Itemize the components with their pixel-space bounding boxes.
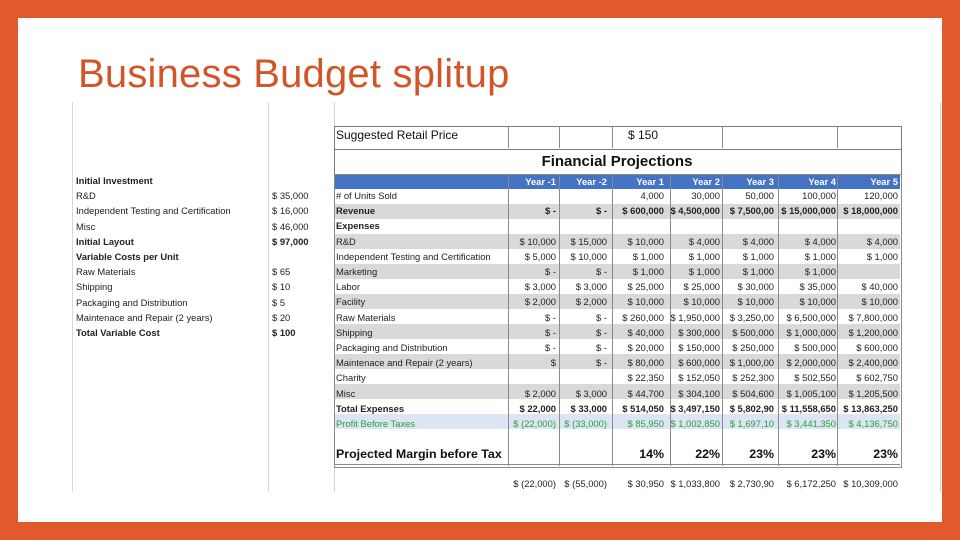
table-cell: $ 10,000 bbox=[799, 296, 836, 308]
table-cell: $ 40,000 bbox=[627, 326, 664, 338]
table-cell: $ 1,000 bbox=[632, 266, 664, 277]
left-row-label: Independent Testing and Certification bbox=[76, 205, 231, 217]
table-cell: $ 10,000 bbox=[861, 296, 898, 308]
column-divider bbox=[722, 174, 723, 466]
cumulative-value: $ (22,000) bbox=[513, 478, 556, 489]
table-cell: $ - bbox=[596, 311, 607, 323]
table-cell: $ 5,802,90 bbox=[729, 402, 774, 414]
table-cell: $ 10,000 bbox=[570, 250, 607, 262]
table-cell: $ 504,600 bbox=[732, 387, 774, 399]
table-cell: $ 10,000 bbox=[737, 296, 774, 308]
table-cell: $ 1,000 bbox=[632, 250, 664, 262]
column-divider bbox=[778, 174, 779, 466]
table-cell: $ 13,863,250 bbox=[843, 402, 898, 414]
table-cell: $ 252,300 bbox=[732, 372, 774, 384]
cumulative-value: $ 6,172,250 bbox=[786, 478, 836, 489]
table-cell: $ 10,000 bbox=[627, 296, 664, 308]
table-row-label: Marketing bbox=[336, 266, 378, 277]
spreadsheet-image bbox=[72, 102, 942, 492]
left-row-value: $ 16,000 bbox=[272, 205, 309, 217]
left-row-label: Misc bbox=[76, 220, 96, 232]
table-cell: $ 25,000 bbox=[627, 281, 664, 293]
projected-margin-label: Projected Margin before Tax bbox=[336, 447, 502, 461]
table-cell: $ 3,000 bbox=[575, 281, 607, 293]
table-row-label: Charity bbox=[336, 372, 366, 384]
table-cell: $ - bbox=[545, 266, 556, 277]
column-divider bbox=[612, 174, 613, 466]
table-cell: $ 80,000 bbox=[627, 357, 664, 369]
left-row-label: Raw Materials bbox=[76, 266, 136, 278]
cumulative-value: $ 30,950 bbox=[627, 478, 664, 489]
year-header: Year 4 bbox=[808, 176, 836, 187]
table-cell: $ 4,000 bbox=[866, 235, 898, 247]
table-cell: $ 502,550 bbox=[794, 372, 836, 384]
slide bbox=[18, 18, 942, 522]
table-cell: $ 1,000,000 bbox=[786, 326, 836, 338]
table-row-label: Raw Materials bbox=[336, 311, 396, 323]
table-cell: $ 4,136,750 bbox=[848, 418, 898, 429]
table-cell: $ 150,000 bbox=[678, 342, 720, 353]
table-cell: $ 1,200,000 bbox=[848, 326, 898, 338]
year-header: Year -2 bbox=[576, 176, 607, 187]
table-cell: $ 1,005,100 bbox=[786, 387, 836, 399]
table-cell: $ 1,950,000 bbox=[670, 311, 720, 323]
projected-margin-value: 23% bbox=[811, 447, 836, 461]
table-cell: $ 600,000 bbox=[856, 342, 898, 353]
table-cell: $ 1,000 bbox=[742, 266, 774, 277]
left-row-label: Variable Costs per Unit bbox=[76, 251, 179, 262]
table-cell: $ 2,000 bbox=[575, 296, 607, 308]
table-cell: $ 1,000,00 bbox=[729, 357, 774, 369]
table-cell: $ 600,000 bbox=[678, 357, 720, 369]
table-cell: $ 1,000 bbox=[742, 250, 774, 262]
table-cell: $ 25,000 bbox=[683, 281, 720, 293]
table-cell: $ 5,000 bbox=[524, 250, 556, 262]
table-cell: $ 10,000 bbox=[519, 235, 556, 247]
table-cell: $ 2,400,000 bbox=[848, 357, 898, 369]
left-row-value: $ 97,000 bbox=[272, 235, 309, 247]
table-cell: $ 4,000 bbox=[804, 235, 836, 247]
table-cell: $ 4,000 bbox=[688, 235, 720, 247]
table-cell: $ 30,000 bbox=[737, 281, 774, 293]
slide-title: Business Budget splitup bbox=[78, 52, 510, 96]
table-cell: $ 10,000 bbox=[683, 296, 720, 308]
table-cell: $ bbox=[550, 357, 556, 369]
left-row-label: R&D bbox=[76, 190, 96, 202]
table-cell: $ 33,000 bbox=[570, 402, 607, 414]
left-row-label: Packaging and Distribution bbox=[76, 296, 188, 308]
table-cell: $ 3,000 bbox=[524, 281, 556, 293]
table-cell: $ - bbox=[545, 326, 556, 338]
table-cell: $ - bbox=[596, 266, 607, 277]
table-row-label: Misc bbox=[336, 387, 356, 399]
table-cell: $ 4,500,000 bbox=[670, 205, 720, 217]
table-cell: $ 35,000 bbox=[799, 281, 836, 293]
left-row-value: $ 46,000 bbox=[272, 220, 309, 232]
table-cell: 50,000 bbox=[745, 190, 774, 201]
table-row-label: Independent Testing and Certification bbox=[336, 250, 491, 262]
table-cell: $ 7,800,000 bbox=[848, 311, 898, 323]
cumulative-value: $ 10,309,000 bbox=[843, 478, 898, 489]
table-row-label: Facility bbox=[336, 296, 366, 308]
table-cell: $ 514,050 bbox=[622, 402, 664, 414]
left-row-label: Initial Layout bbox=[76, 235, 134, 247]
cumulative-value: $ 1,033,800 bbox=[670, 478, 720, 489]
column-divider bbox=[559, 174, 560, 466]
table-cell: $ - bbox=[596, 326, 607, 338]
table-cell: $ - bbox=[545, 205, 556, 217]
suggested-retail-value: $ 150 bbox=[628, 128, 659, 142]
row-divider bbox=[334, 464, 900, 465]
table-cell: $ 152,050 bbox=[678, 372, 720, 384]
table-cell: $ 1,002,850 bbox=[670, 418, 720, 429]
table-row-label: Expenses bbox=[336, 220, 380, 232]
year-header: Year 5 bbox=[870, 176, 898, 187]
table-cell: $ 3,441,350 bbox=[786, 418, 836, 429]
table-cell: $ 4,000 bbox=[742, 235, 774, 247]
table-cell: 30,000 bbox=[691, 190, 720, 201]
left-row-label: Shipping bbox=[76, 281, 113, 293]
table-cell: $ 10,000 bbox=[627, 235, 664, 247]
table-cell: $ 250,000 bbox=[732, 342, 774, 353]
table-row-label: Revenue bbox=[336, 205, 376, 217]
table-row-label: Labor bbox=[336, 281, 360, 293]
year-header: Year 2 bbox=[692, 176, 720, 187]
table-cell: $ 500,000 bbox=[732, 326, 774, 338]
table-cell: $ 2,000 bbox=[524, 296, 556, 308]
year-header: Year -1 bbox=[525, 176, 556, 187]
left-row-label: Total Variable Cost bbox=[76, 327, 160, 338]
projected-margin-value: 22% bbox=[695, 447, 720, 461]
table-row-label: # of Units Sold bbox=[336, 190, 397, 201]
table-cell: 100,000 bbox=[802, 190, 836, 201]
column-divider bbox=[837, 174, 838, 466]
table-cell: $ 2,000,000 bbox=[786, 357, 836, 369]
projected-margin-value: 23% bbox=[749, 447, 774, 461]
table-cell: $ 1,000 bbox=[688, 250, 720, 262]
table-row-label: Maintenace and Repair (2 years) bbox=[336, 357, 473, 369]
year-header: Year 3 bbox=[746, 176, 774, 187]
table-row-label: R&D bbox=[336, 235, 356, 247]
table-cell: $ - bbox=[596, 205, 607, 217]
table-cell: $ 602,750 bbox=[856, 372, 898, 384]
table-cell: $ (22,000) bbox=[513, 418, 556, 429]
section-title: Financial Projections bbox=[541, 153, 693, 170]
left-row-value: $ 20 bbox=[272, 311, 291, 323]
table-cell: $ 1,000 bbox=[804, 266, 836, 277]
table-cell: $ 22,350 bbox=[627, 372, 664, 384]
table-cell: $ 2,000 bbox=[524, 387, 556, 399]
table-cell: $ 304,100 bbox=[678, 387, 720, 399]
table-cell: $ 6,500,000 bbox=[786, 311, 836, 323]
table-cell: $ 3,000 bbox=[575, 387, 607, 399]
table-cell: $ 1,000 bbox=[688, 266, 720, 277]
left-row-label: Maintenace and Repair (2 years) bbox=[76, 311, 213, 323]
table-cell: $ 1,697,10 bbox=[729, 418, 774, 429]
table-cell: $ (33,000) bbox=[564, 418, 607, 429]
table-row-label: Total Expenses bbox=[336, 402, 405, 414]
table-cell: $ 11,558,650 bbox=[781, 402, 836, 414]
table-cell: $ 7,500,00 bbox=[729, 205, 774, 217]
left-row-value: $ 10 bbox=[272, 281, 291, 293]
table-cell: $ 44,700 bbox=[627, 387, 664, 399]
table-cell: $ 1,205,500 bbox=[848, 387, 898, 399]
table-row-label: Shipping bbox=[336, 326, 373, 338]
year-header: Year 1 bbox=[636, 176, 664, 187]
table-row-label: Profit Before Taxes bbox=[336, 418, 416, 429]
table-cell: $ 3,497,150 bbox=[670, 402, 720, 414]
table-cell: 4,000 bbox=[640, 190, 664, 201]
cumulative-value: $ 2,730,90 bbox=[729, 478, 774, 489]
table-cell: $ - bbox=[545, 342, 556, 353]
table-cell: $ 3,250,00 bbox=[729, 311, 774, 323]
left-row-value: $ 65 bbox=[272, 266, 291, 278]
table-cell: $ - bbox=[545, 311, 556, 323]
table-cell: $ 18,000,000 bbox=[843, 205, 898, 217]
table-cell: $ 20,000 bbox=[627, 342, 664, 353]
table-cell: $ 500,000 bbox=[794, 342, 836, 353]
table-cell: $ 1,000 bbox=[804, 250, 836, 262]
table-cell: $ 15,000 bbox=[570, 235, 607, 247]
table-cell: $ 300,000 bbox=[678, 326, 720, 338]
table-cell: 120,000 bbox=[864, 190, 898, 201]
projected-margin-value: 23% bbox=[873, 447, 898, 461]
table-cell: $ 22,000 bbox=[519, 402, 556, 414]
column-divider bbox=[508, 174, 509, 466]
table-cell: $ 1,000 bbox=[866, 250, 898, 262]
table-cell: $ - bbox=[596, 342, 607, 353]
table-cell: $ 40,000 bbox=[861, 281, 898, 293]
table-cell: $ 15,000,000 bbox=[781, 205, 836, 217]
left-row-value: $ 100 bbox=[272, 327, 296, 338]
cumulative-value: $ (55,000) bbox=[564, 478, 607, 489]
table-cell: $ 85,950 bbox=[627, 418, 664, 429]
table-cell: $ - bbox=[596, 357, 607, 369]
table-cell: $ 260,000 bbox=[622, 311, 664, 323]
left-row-value: $ 5 bbox=[272, 296, 286, 308]
table-cell: $ 600,000 bbox=[622, 205, 664, 217]
left-row-value: $ 35,000 bbox=[272, 190, 309, 202]
projected-margin-value: 14% bbox=[639, 447, 664, 461]
suggested-retail-label: Suggested Retail Price bbox=[336, 128, 459, 142]
table-row-label: Packaging and Distribution bbox=[336, 342, 448, 353]
left-row-label: Initial Investment bbox=[76, 175, 153, 186]
